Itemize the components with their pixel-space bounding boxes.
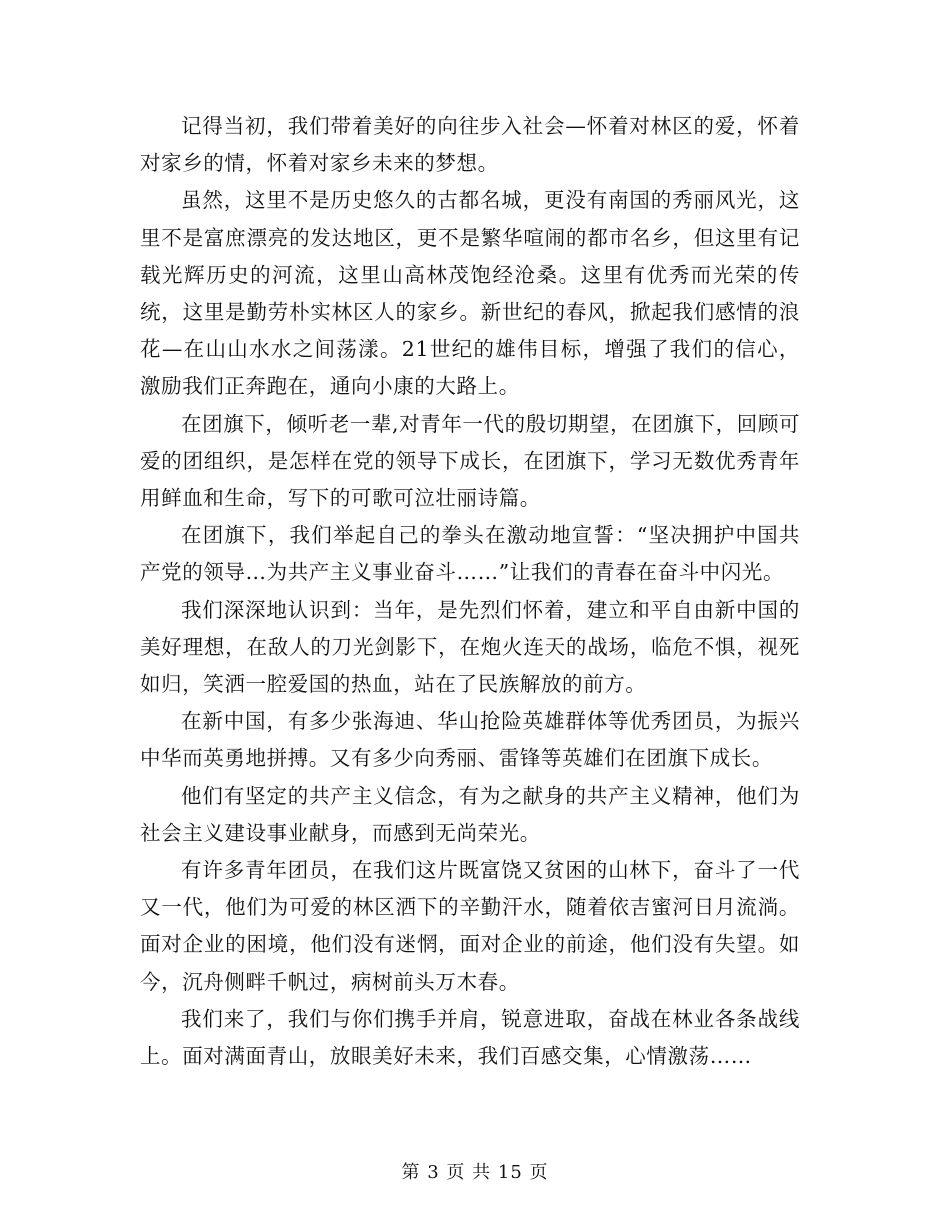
paragraph-7: 他们有坚定的共产主义信念，有为之献身的共产主义精神，他们为社会主义建设事业献身，而感到无尚荣光。 [140,783,800,845]
paragraph-6: 在新中国，有多少张海迪、华山抢险英雄群体等优秀团员，为振兴中华而英勇地拼搏。又有多少向秀丽、雷锋等英雄们在团旗下成长。 [140,709,800,771]
paragraph-5: 我们深深地认识到：当年，是先烈们怀着，建立和平自由新中国的美好理想，在敌人的刀光剑影下，在炮火连天的战场，临危不惧，视死如归，笑洒一腔爱国的热血，站在了民族解放的前方。 [140,597,800,697]
document-body [140,108,800,1075]
paragraph-1: 记得当初，我们带着美好的向往步入社会—怀着对林区的爱，怀着对家乡的情，怀着对家乡未来的梦想。 [140,114,800,176]
footer-suffix: 页 [529,1162,549,1183]
footer-mid: 页 共 [446,1162,492,1183]
page-footer [0,1158,950,1184]
current-page-number: 3 [427,1162,440,1183]
total-page-count: 15 [497,1162,523,1183]
paragraph-4: 在团旗下，我们举起自己的拳头在激动地宣誓：“坚决拥护中国共产党的领导…为共产主义事业奋斗……”让我们的青春在奋斗中闪光。 [140,523,800,585]
paragraph-2: 虽然，这里不是历史悠久的古都名城，更没有南国的秀丽风光，这里不是富庶漂亮的发达地区，更不是繁华喧闹的都市名乡，但这里有记载光辉历史的河流，这里山高林茂饱经沧桑。这里有优秀而光荣的传统，这里是勤劳朴实林区人的家乡。新世纪的春风，掀起我们感情的浪花—在山山水水之间荡漾。21世纪的雄伟目标，增强了我们的信心，激励我们正奔跑在，通向小康的大路上。 [140,188,800,399]
paragraph-9: 我们来了，我们与你们携手并肩，锐意进取，奋战在林业各条战线上。面对满面青山，放眼美好未来，我们百感交集，心情激荡…… [140,1006,800,1069]
footer-prefix: 第 [401,1162,421,1183]
paragraph-8: 有许多青年团员，在我们这片既富饶又贫困的山林下，奋斗了一代又一代，他们为可爱的林区洒下的辛勤汗水，随着依吉蜜河日月流淌。面对企业的困境，他们没有迷惘，面对企业的前途，他们没有失望。如今，沉舟侧畔千帆过，病树前头万木春。 [140,858,800,994]
paragraph-3: 在团旗下，倾听老一辈,对青年一代的殷切期望，在团旗下，回顾可爱的团组织，是怎样在党的领导下成长，在团旗下，学习无数优秀青年用鲜血和生命，写下的可歌可泣壮丽诗篇。 [140,411,801,511]
